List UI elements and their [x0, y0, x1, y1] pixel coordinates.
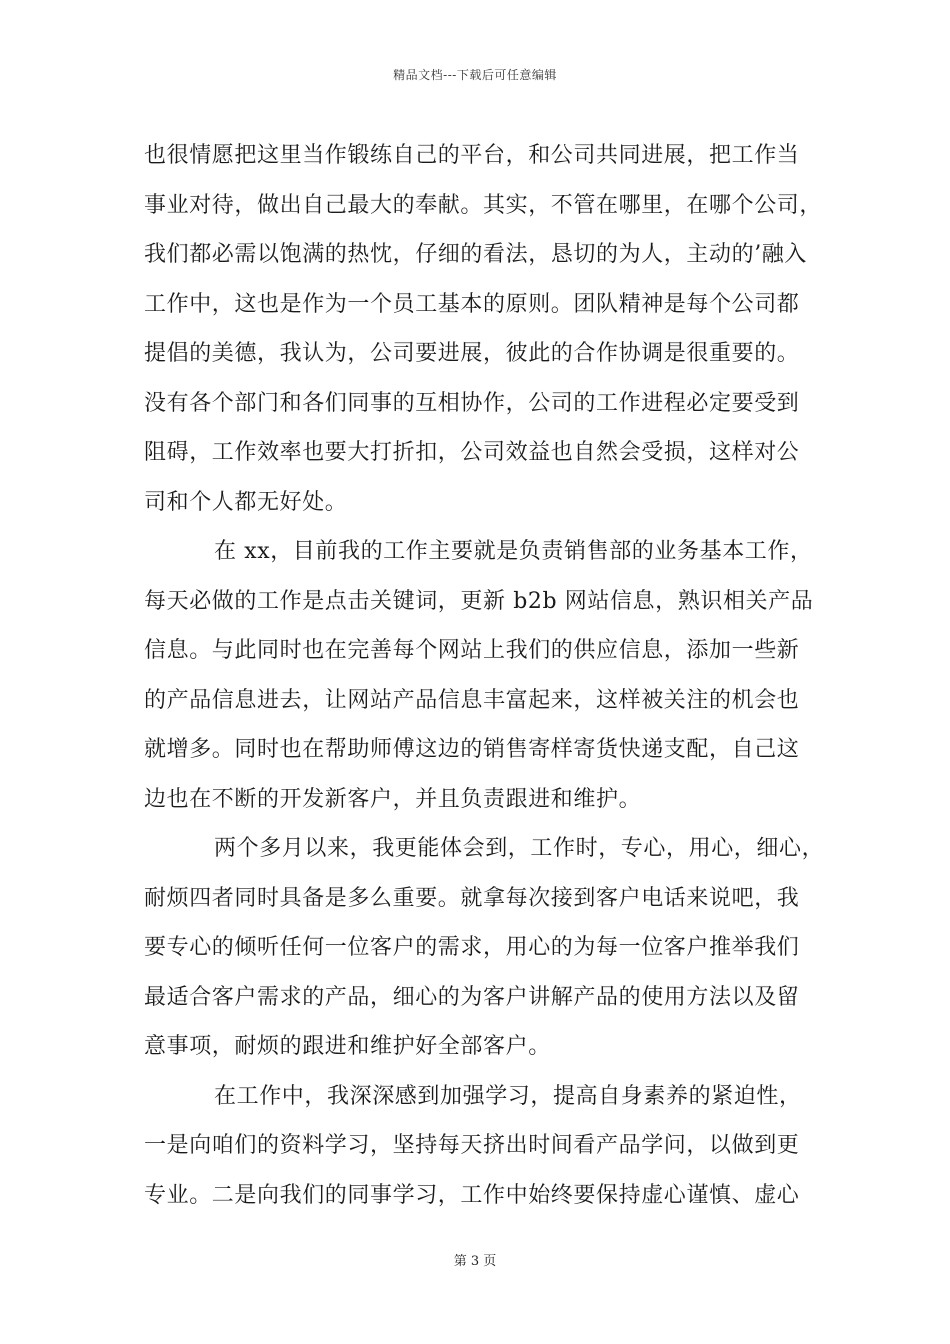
text-line: 没有各个部门和各们同事的互相协作，公司的工作进程必定要受到: [144, 390, 800, 416]
text-line: 要专心的倾听任何一位客户的需求，用心的为每一位客户推举我们: [144, 935, 800, 960]
text-line: 司和个人都无好处。: [144, 489, 348, 515]
text-line: 在工作中，我深深感到加强学习，提高自身素养的紧迫性，: [214, 1083, 802, 1109]
text-line: 就增多。同时也在帮助师傅这边的销售寄样寄货快递支配，自己这: [144, 737, 800, 762]
text-line: 阻碍，工作效率也要大打折扣，公司效益也自然会受损，这样对公: [144, 440, 800, 465]
text-line: 耐烦四者同时具备是多么重要。就拿每次接到客户电话来说吧，我: [144, 885, 800, 911]
text-line: 每天必做的工作是点击关键词，更新 b2b 网站信息，熟识相关产品: [144, 588, 814, 614]
text-line: 事业对待，做出自己最大的奉献。其实，不管在哪里，在哪个公司，: [144, 192, 823, 218]
text-line: 意事项，耐烦的跟进和维护好全部客户。: [144, 1034, 551, 1059]
text-line: 一是向咱们的资料学习，坚持每天挤出时间看产品学问，以做到更: [144, 1133, 800, 1158]
page-number: 第 3 页: [453, 1254, 497, 1269]
text-line: 两个多月以来，我更能体会到，工作时，专心，用心，细心，: [214, 836, 825, 861]
text-line: 在 xx，目前我的工作主要就是负责销售部的业务基本工作，: [214, 539, 813, 564]
text-line: 也很情愿把这里当作锻练自己的平台，和公司共同进展，把工作当: [144, 143, 800, 168]
text-line: 信息。与此同时也在完善每个网站上我们的供应信息，添加一些新: [144, 638, 800, 663]
text-line: 的产品信息进去，让网站产品信息丰富起来，这样被关注的机会也: [144, 687, 800, 713]
text-line: 提倡的美德，我认为，公司要进展，彼此的合作协调是很重要的。: [144, 341, 800, 366]
page-header: 精品文档---下载后可任意编辑: [393, 68, 557, 82]
text-line: 边也在不断的开发新客户，并且负责跟进和维护。: [144, 786, 642, 812]
document-body: [144, 131, 825, 1220]
text-line: 专业。二是向我们的同事学习，工作中始终要保持虚心谨慎、虚心: [144, 1182, 800, 1208]
text-line: 工作中，这也是作为一个员工基本的原则。团队精神是每个公司都: [144, 291, 800, 317]
text-line: 最适合客户需求的产品，细心的为客户讲解产品的使用方法以及留: [144, 984, 800, 1010]
text-line: 我们都必需以饱满的热忱，仔细的看法，恳切的为人，主动的’融入: [144, 242, 807, 267]
